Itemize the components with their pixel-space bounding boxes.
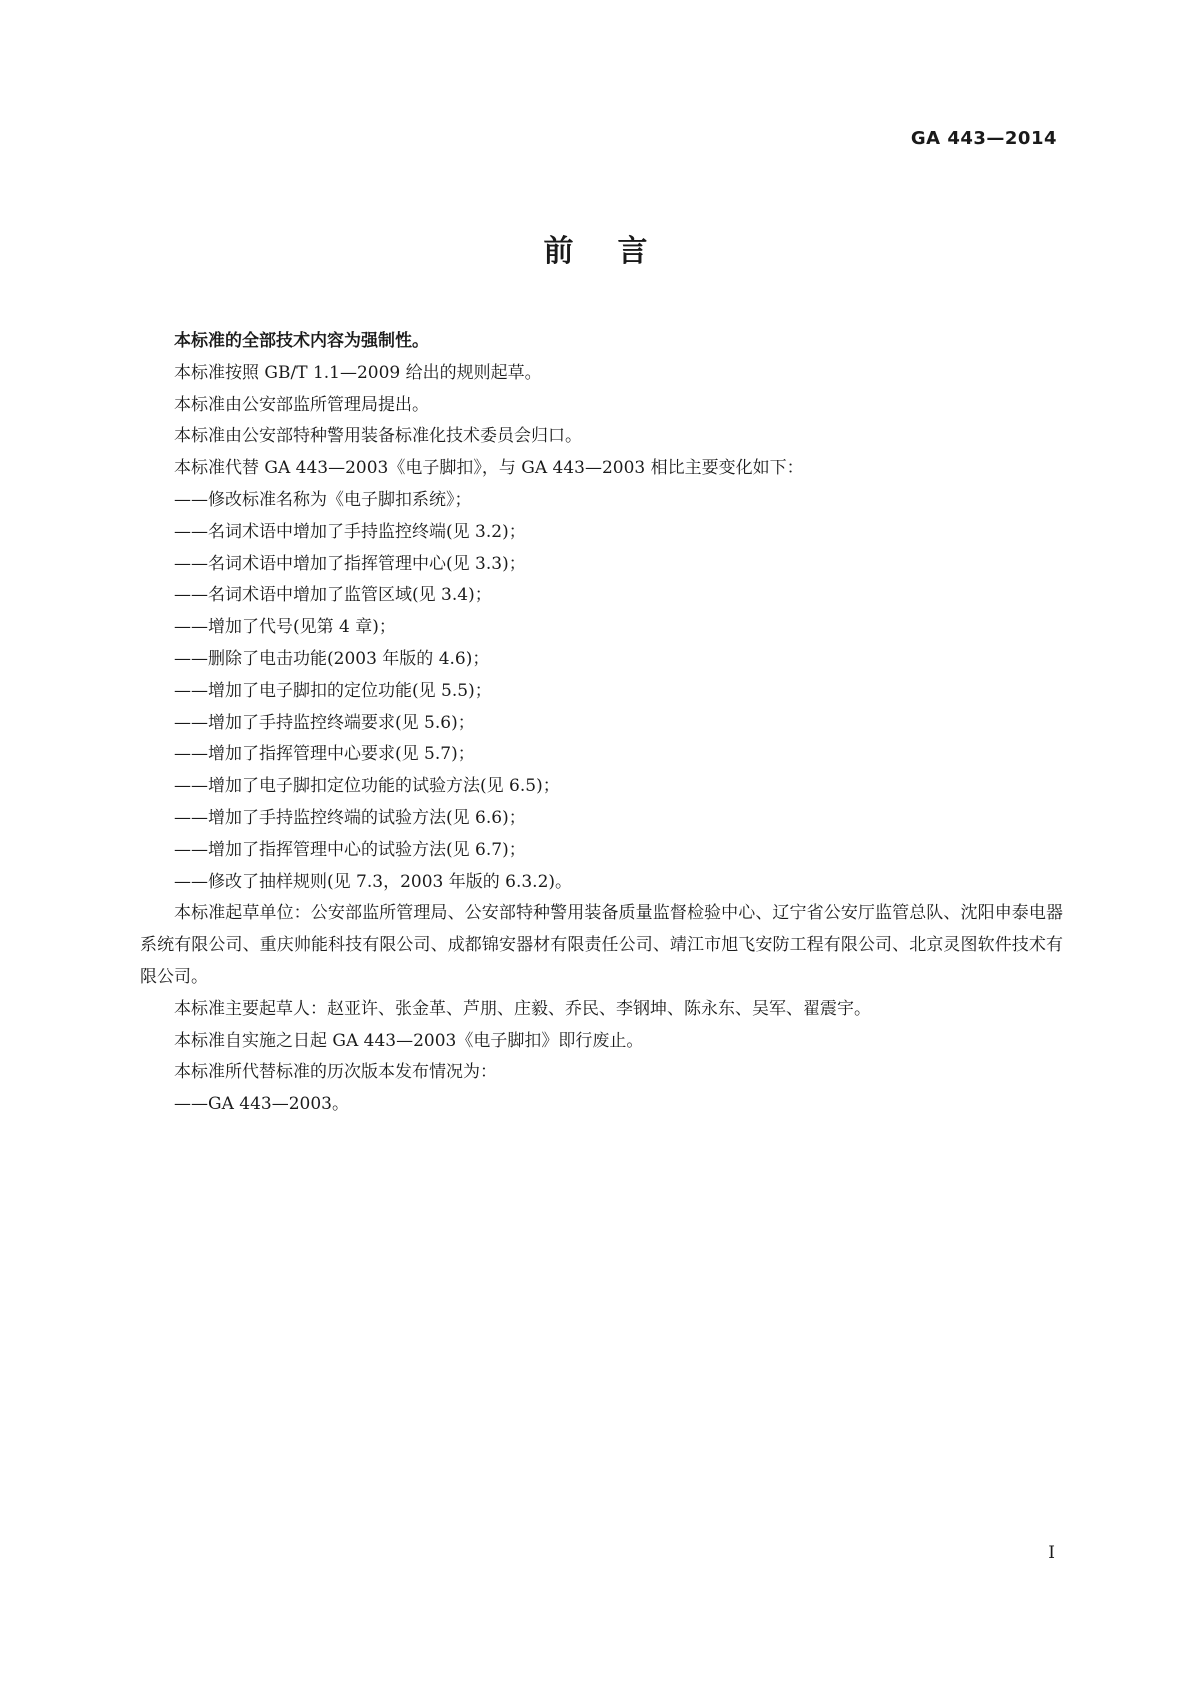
list-item: ——增加了代号(见第 4 章)； [174,617,396,638]
document-body [140,326,1063,1121]
list-item: ——修改标准名称为《电子脚扣系统》； [174,489,472,510]
list-item: ——增加了指挥管理中心要求(见 5.7)； [174,744,475,765]
committee-paragraph: 本标准由公安部特种警用装备标准化技术委员会归口。 [174,426,582,447]
drafting-units-paragraph: 本标准起草单位：公安部监所管理局、公安部特种警用装备质量监督检验中心、辽宁省公安厅监管总队、沈阳申泰电器系统有限公司、重庆帅能科技有限公司、成都锦安器材有限责任公司、靖江市旭飞安防工程有限公司、北京灵图软件技术有限公司。 [140,903,1063,987]
list-item: ——修改了抽样规则(见 7.3，2003 年版的 6.3.2)。 [174,871,573,892]
standard-code: GA 443—2014 [910,128,1057,149]
drafters-paragraph: 本标准主要起草人：赵亚许、张金革、芦朋、庄毅、乔民、李钢坤、陈永东、吴军、翟震宇。 [174,998,871,1019]
list-item: ——增加了指挥管理中心的试验方法(见 6.7)； [174,839,526,860]
list-item: ——名词术语中增加了监管区域(见 3.4)； [174,585,492,606]
abolition-paragraph: 本标准自实施之日起 GA 443—2003《电子脚扣》即行废止。 [174,1030,644,1051]
list-item: ——增加了手持监控终端的试验方法(见 6.6)； [174,807,526,828]
drafting-rules-paragraph: 本标准按照 GB/T 1.1—2009 给出的规则起草。 [174,362,542,383]
list-item: ——增加了电子脚扣的定位功能(见 5.5)； [174,680,492,701]
history-list [140,1089,1063,1121]
changes-list [140,485,1063,898]
page-title: 前言 [543,234,692,269]
list-item: ——名词术语中增加了指挥管理中心(见 3.3)； [174,553,526,574]
list-item: ——GA 443—2003。 [174,1094,349,1115]
page-number: I [1048,1543,1055,1563]
list-item: ——增加了电子脚扣定位功能的试验方法(见 6.5)； [174,776,560,797]
proposer-paragraph: 本标准由公安部监所管理局提出。 [174,394,429,415]
replacement-paragraph: 本标准代替 GA 443—2003《电子脚扣》，与 GA 443—2003 相比主要变化如下： [174,458,804,479]
history-intro-paragraph: 本标准所代替标准的历次版本发布情况为： [174,1062,497,1083]
mandatory-statement: 本标准的全部技术内容为强制性。 [174,331,429,351]
list-item: ——名词术语中增加了手持监控终端(见 3.2)； [174,521,526,542]
list-item: ——增加了手持监控终端要求(见 5.6)； [174,712,475,733]
list-item: ——删除了电击功能(2003 年版的 4.6)； [174,648,490,669]
